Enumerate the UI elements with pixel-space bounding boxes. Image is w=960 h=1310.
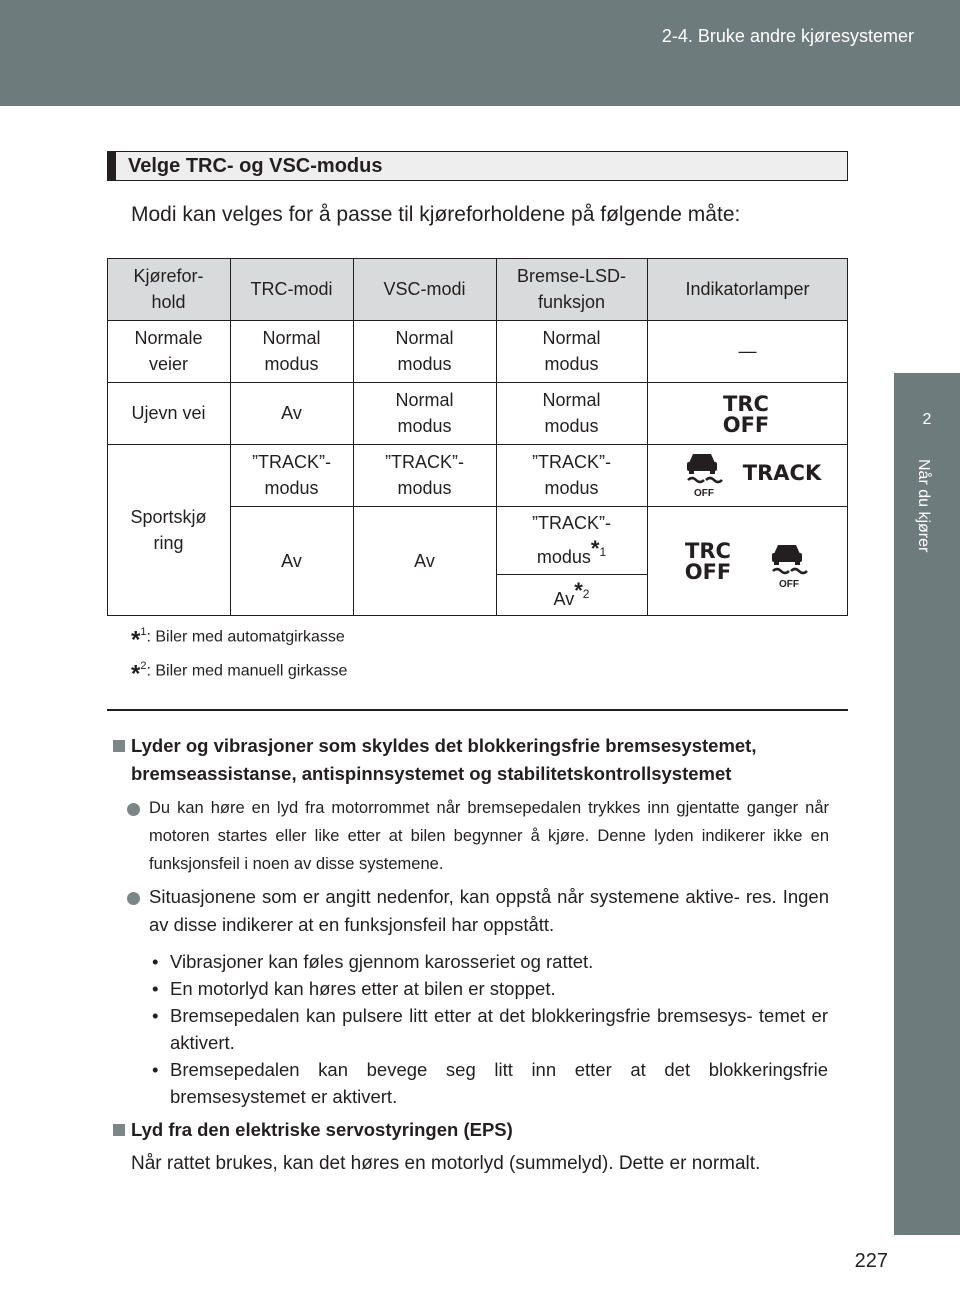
- intro-text: Modi kan velges for å passe til kjøreforholdene på følgende måte:: [131, 203, 741, 226]
- cell-r5-lsd: Av$^{*2}$: [553, 578, 590, 609]
- grid-line: [230, 506, 848, 507]
- r4-footnote-ref: 1: [599, 545, 607, 559]
- cell-sport-driving: Sportskjø ring: [130, 507, 207, 553]
- paragraph-situations: Situasjonene som er angitt nedenfor, kan oppstå når systemene aktive- res. Ingen av disse indikerer at en funksjonsfeil har oppstått.: [149, 883, 829, 939]
- cell-r4-lsd: ”TRACK”- modus$^{*1}$: [532, 513, 611, 567]
- chapter-number: 2: [922, 411, 932, 428]
- th-conditions: Kjørefor- hold: [107, 258, 230, 320]
- th-trc: TRC-modi: [230, 258, 353, 320]
- header-bar: [0, 0, 960, 106]
- trc-label: TRC: [723, 392, 769, 416]
- cell-rough-road: Ujevn vei: [131, 403, 206, 423]
- grid-line: [847, 258, 848, 616]
- th-vsc: VSC-modi: [353, 258, 496, 320]
- list-item: • Vibrasjoner kan føles gjennom karosseriet og rattet.: [152, 948, 828, 975]
- eps-body-text: Når rattet brukes, kan det høres en motorlyd (summelyd). Dette er normalt.: [131, 1153, 761, 1174]
- vsc-off-indicator-icon: [682, 450, 726, 498]
- heading-bar: [108, 152, 116, 180]
- grid-line: [107, 258, 848, 259]
- grid-line: [353, 258, 354, 616]
- grid-line: [230, 258, 231, 616]
- r4-lsd-value: ”TRACK”- modus: [532, 513, 611, 567]
- section-heading: [107, 151, 848, 181]
- list-item: • Bremsepedalen kan bevege seg litt inn etter at det blokkeringsfrie bremsesystemet er aktivert.: [152, 1056, 828, 1110]
- section-divider: [107, 709, 848, 711]
- footnote-2: *$^2$: Biler med manuell girkasse: [131, 660, 348, 688]
- trc-label-2: TRC: [685, 539, 731, 563]
- r5-footnote-ref: 2: [582, 587, 590, 601]
- grid-line: [107, 258, 108, 616]
- trc-off-indicator-icon-2: [682, 541, 734, 583]
- cell-r4-vsc: Av: [414, 551, 435, 571]
- section-title: 2-4. Bruke andre kjøresystemer: [661, 26, 914, 46]
- vsc-off-indicator-icon-2: [767, 541, 811, 589]
- footnote-1: *$^1$: Biler med automatgirkasse: [131, 626, 345, 654]
- cell-r1-vsc: Normal modus: [395, 328, 454, 374]
- grid-line: [107, 444, 848, 445]
- vsc-off-label-2: OFF: [779, 579, 799, 589]
- cell-r1-indicator: —: [738, 341, 757, 361]
- off-label: OFF: [722, 413, 770, 437]
- circle-bullet-icon: [127, 803, 140, 816]
- cell-normal-roads: Normale veier: [134, 328, 203, 374]
- vsc-off-label: OFF: [694, 488, 714, 498]
- grid-line: [496, 574, 647, 575]
- th-indicators: Indikatorlamper: [647, 258, 848, 320]
- square-bullet-icon: [113, 1124, 125, 1136]
- grid-line: [496, 258, 497, 616]
- cell-r1-trc: Normal modus: [262, 328, 321, 374]
- cell-r3-lsd: ”TRACK”- modus: [532, 452, 611, 498]
- section-heading-text: Velge TRC- og VSC-modus: [128, 155, 383, 177]
- off-label-2: OFF: [684, 560, 732, 584]
- situation-list: [152, 948, 828, 1110]
- subheading-eps: Lyd fra den elektriske servostyringen (EPS): [113, 1116, 843, 1144]
- square-bullet-icon: [113, 740, 125, 752]
- trc-off-indicator-icon: [717, 394, 775, 436]
- grid-line: [107, 615, 848, 616]
- circle-bullet-icon: [127, 892, 140, 905]
- page-number: 227: [854, 1250, 888, 1272]
- track-indicator-icon: TRACK: [742, 461, 822, 485]
- cell-r3-vsc: ”TRACK”- modus: [385, 452, 464, 498]
- cell-r2-vsc: Normal modus: [395, 390, 454, 436]
- list-item: • En motorlyd kan høres etter at bilen er stoppet.: [152, 975, 828, 1002]
- r5-lsd-value: Av: [553, 589, 575, 609]
- grid-line: [107, 382, 848, 383]
- grid-line: [107, 320, 848, 321]
- cell-r4-trc: Av: [281, 551, 302, 571]
- chapter-tab: [894, 373, 960, 1235]
- list-item: • Bremsepedalen kan pulsere litt etter at det blokkeringsfrie bremsesys- temet er aktivert.: [152, 1002, 828, 1056]
- paragraph-engine-sound: Du kan høre en lyd fra motorrommet når bremsepedalen trykkes inn gjentatte ganger når motoren startes eller like etter at bilen begynner å kjøre. Denne lyden indikerer ikke en funksjonsfeil i noen av disse systemene.: [149, 794, 829, 878]
- cell-r3-trc: ”TRACK”- modus: [252, 452, 331, 498]
- mode-table: [107, 258, 848, 616]
- chapter-label: Når du kjører: [915, 459, 932, 553]
- subheading-abs-sounds: Lyder og vibrasjoner som skyldes det blokkeringsfrie bremsesystemet, bremseassistanse, antispinnsystemet og stabilitetskontrollsystemet: [113, 732, 843, 760]
- cell-r2-lsd: Normal modus: [542, 390, 601, 436]
- cell-r2-trc: Av: [281, 403, 302, 423]
- grid-line: [647, 258, 648, 616]
- th-lsd: Bremse-LSD- funksjon: [496, 258, 647, 320]
- cell-r1-lsd: Normal modus: [542, 328, 601, 374]
